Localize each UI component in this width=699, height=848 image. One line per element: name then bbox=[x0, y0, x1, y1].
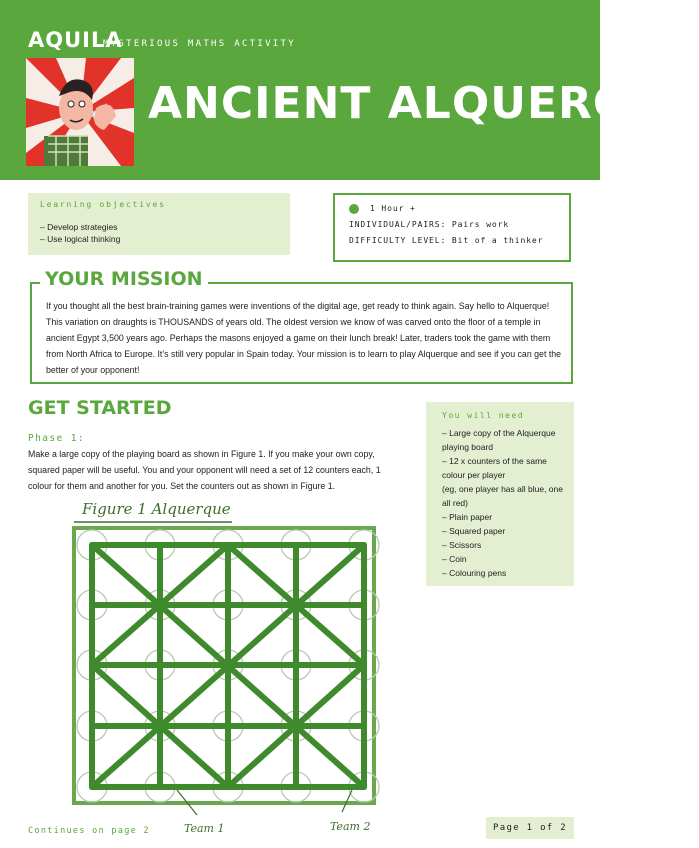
brand-subtitle: MYSTERIOUS MATHS ACTIVITY bbox=[103, 39, 296, 49]
team1-label: Team 1 bbox=[184, 822, 225, 835]
learning-objectives-box bbox=[28, 193, 290, 255]
objectives-list bbox=[40, 221, 120, 245]
need-item: – Plain paper bbox=[442, 512, 493, 522]
page-number: Page 1 of 2 bbox=[486, 817, 574, 839]
mission-text: If you thought all the best brain-training games were inventions of the digital age, get ready to think again. Say hello to Alquerque! This variation on draughts is THOUSANDS of years old. The oldest version we know of was carved onto the floor of a temple in ancient Egypt 3,500 years ago. Perhaps the masons enjoyed a game on their lunch break! Later, traders took the game with them from North Africa to Europe. It’s still very popular in Spain today. Your mission is to learn to play Alquerque and see if you can get the better of your opponent! bbox=[46, 301, 562, 375]
objectives-heading: Learning objectives bbox=[40, 200, 166, 209]
need-item: – Colouring pens bbox=[442, 568, 507, 578]
need-item: – Squared paper bbox=[442, 526, 506, 536]
mission-box bbox=[30, 282, 573, 384]
board-lines bbox=[92, 545, 364, 787]
figure-caption: Figure 1 Alquerque bbox=[82, 500, 231, 518]
need-item: – Coin bbox=[442, 554, 467, 564]
team2-label: Team 2 bbox=[330, 820, 371, 833]
get-started-text: Make a large copy of the playing board as shown in Figure 1. If you make your own copy, squared paper will be useful. You and your opponent will need a set of 12 counters each, 1 colour for them and another for you. Set the counters out as shown in Figure 1. bbox=[28, 449, 381, 491]
grouping: INDIVIDUAL/PAIRS: Pairs work bbox=[349, 220, 510, 229]
brand-logo: AQUILA bbox=[28, 28, 123, 52]
need-heading: You will need bbox=[442, 411, 525, 420]
need-item: (eg, one player has all blue, one all red) bbox=[442, 484, 563, 508]
difficulty: DIFFICULTY LEVEL: Bit of a thinker bbox=[349, 236, 544, 245]
phase-label: Phase 1: bbox=[28, 433, 85, 444]
continues-note: Continues on page 2 bbox=[28, 826, 150, 836]
need-list bbox=[442, 426, 572, 580]
need-item: – Scissors bbox=[442, 540, 482, 550]
need-item: – 12 x counters of the same colour per player bbox=[442, 456, 547, 480]
header-banner bbox=[0, 0, 699, 180]
get-started-heading: GET STARTED bbox=[28, 397, 172, 419]
alquerque-board-figure bbox=[62, 490, 392, 840]
clock-icon bbox=[349, 204, 359, 214]
mission-heading: YOUR MISSION bbox=[40, 268, 208, 290]
objective-item: – Develop strategies bbox=[40, 222, 118, 232]
need-item: – Large copy of the Alquerque playing board bbox=[442, 428, 556, 452]
page-title: ANCIENT ALQUERQUE bbox=[148, 78, 699, 129]
duration: 1 Hour + bbox=[370, 204, 416, 213]
objective-item: – Use logical thinking bbox=[40, 234, 121, 244]
character-portrait bbox=[26, 58, 134, 166]
activity-info-box bbox=[333, 193, 571, 262]
you-will-need-box bbox=[426, 402, 574, 586]
